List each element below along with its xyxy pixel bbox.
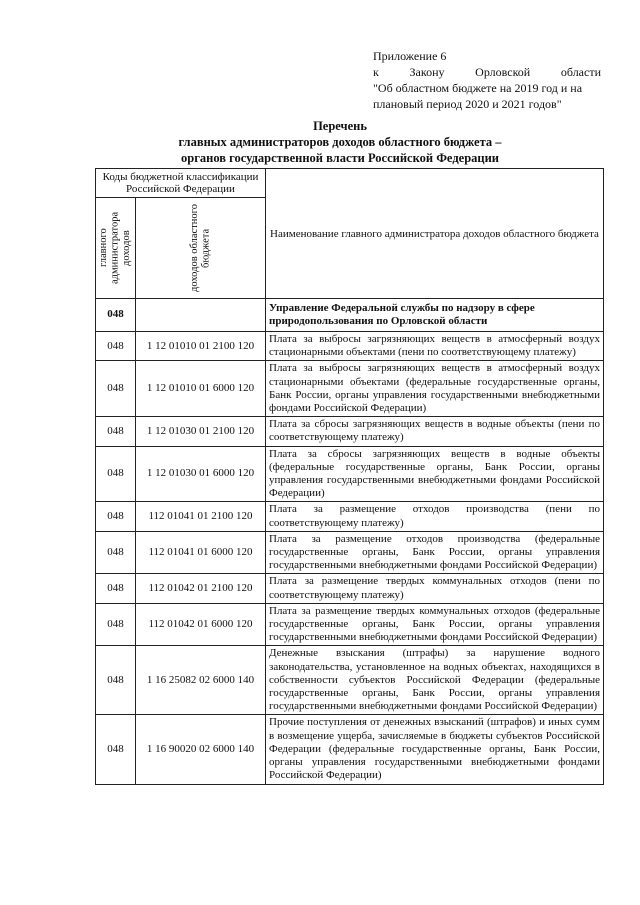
table-row: [96, 574, 604, 603]
row-name: Плата за размещение твердых коммунальных отходов (федеральные государственные органы, Банк России, органы управления государственными внебюджетными фондами Российской Федерации): [266, 603, 604, 646]
table-row: [96, 646, 604, 715]
row-admin-code: 048: [96, 332, 136, 361]
row-income-code: 1 12 01010 01 6000 120: [136, 361, 266, 417]
title-line-2: главных администраторов доходов областного бюджета –: [178, 135, 502, 149]
row-name: Плата за размещение твердых коммунальных отходов (пени по соответствующему платежу): [266, 574, 604, 603]
row-name: Плата за выбросы загрязняющих веществ в атмосферный воздух стационарными объектами (федеральные государственные органы, Банк России, органы управления государственными внебюджетными фондами Российской Федерации): [266, 361, 604, 417]
table-row: [96, 715, 604, 784]
document-title: [100, 118, 580, 166]
group-name-line-2: природопользования по Орловской области: [269, 315, 488, 327]
header-admin-name: Наименование главного администратора доходов областного бюджета: [266, 169, 604, 299]
group-admin-code: 048: [96, 299, 136, 332]
table-row: [96, 417, 604, 446]
row-income-code: 112 01041 01 6000 120: [136, 531, 266, 574]
table-header-row: [96, 169, 604, 198]
row-name: Плата за выбросы загрязняющих веществ в атмосферный воздух стационарными объектами (пени по соответствующему платежу): [266, 332, 604, 361]
row-name: Плата за сбросы загрязняющих веществ в водные объекты (пени по соответствующему платежу): [266, 417, 604, 446]
row-income-code: 1 12 01030 01 6000 120: [136, 446, 266, 502]
row-income-code: 1 16 25082 02 6000 140: [136, 646, 266, 715]
row-income-code: 112 01042 01 2100 120: [136, 574, 266, 603]
row-name: Плата за сбросы загрязняющих веществ в водные объекты (федеральные государственные органы, Банк России, органы управления государственными внебюджетными фондами Российской Федерации): [266, 446, 604, 502]
administrators-table: [95, 168, 604, 785]
row-admin-code: 048: [96, 361, 136, 417]
row-admin-code: 048: [96, 646, 136, 715]
header-admin-code: [96, 198, 136, 299]
row-admin-code: 048: [96, 603, 136, 646]
row-admin-code: 048: [96, 446, 136, 502]
group-name-line-1: Управление Федеральной службы по надзору в сфере: [269, 301, 535, 314]
table-row: [96, 361, 604, 417]
table-row: [96, 603, 604, 646]
header-admin-code-text: главного администратора доходов: [98, 211, 133, 285]
row-admin-code: 048: [96, 502, 136, 531]
row-name: Денежные взыскания (штрафы) за нарушение водного законодательства, установленное на водных объектах, находящихся в собственности субъектов Российской Федерации (федеральные государственные органы, Банк России, органы управления государственными внебюджетными фондами Российской Федерации): [266, 646, 604, 715]
table-group-row: [96, 299, 604, 332]
row-name: Плата за размещение отходов производства (федеральные государственные органы, Банк России, органы управления государственными внебюджетными фондами Российской Федерации): [266, 531, 604, 574]
row-name: Прочие поступления от денежных взысканий (штрафов) и иных сумм в возмещение ущерба, зачисляемые в бюджеты субъектов Российской Федерации (федеральные государственные органы, Банк России, органы управления государственными внебюджетными фондами Российской Федерации): [266, 715, 604, 784]
appendix-k: к: [373, 65, 379, 79]
appendix-law-title: "Об областном бюджете на 2019 год и на плановый период 2020 и 2021 годов": [373, 81, 583, 111]
appendix-law-name: Закону Орловской области: [409, 65, 602, 79]
header-income-code: [136, 198, 266, 299]
title-line-1: Перечень: [313, 119, 367, 133]
row-name: Плата за размещение отходов производства (пени по соответствующему платежу): [266, 502, 604, 531]
row-admin-code: 048: [96, 531, 136, 574]
table-row: [96, 502, 604, 531]
header-income-code-text: доходов областного бюджета: [189, 204, 212, 292]
appendix-number: Приложение 6: [373, 49, 447, 63]
table-row: [96, 446, 604, 502]
title-line-3: органов государственной власти Российской Федерации: [181, 151, 499, 165]
group-empty-cell: [136, 299, 266, 332]
appendix-header: [373, 48, 601, 112]
row-income-code: 1 12 01030 01 2100 120: [136, 417, 266, 446]
appendix-law-line: [373, 64, 601, 80]
group-name: [266, 299, 604, 332]
row-admin-code: 048: [96, 417, 136, 446]
table-row: [96, 531, 604, 574]
table-row: [96, 332, 604, 361]
row-income-code: 112 01041 01 2100 120: [136, 502, 266, 531]
row-admin-code: 048: [96, 715, 136, 784]
header-budget-codes: Коды бюджетной классификации Российской Федерации: [96, 169, 266, 198]
row-admin-code: 048: [96, 574, 136, 603]
row-income-code: 1 16 90020 02 6000 140: [136, 715, 266, 784]
row-income-code: 1 12 01010 01 2100 120: [136, 332, 266, 361]
row-income-code: 112 01042 01 6000 120: [136, 603, 266, 646]
